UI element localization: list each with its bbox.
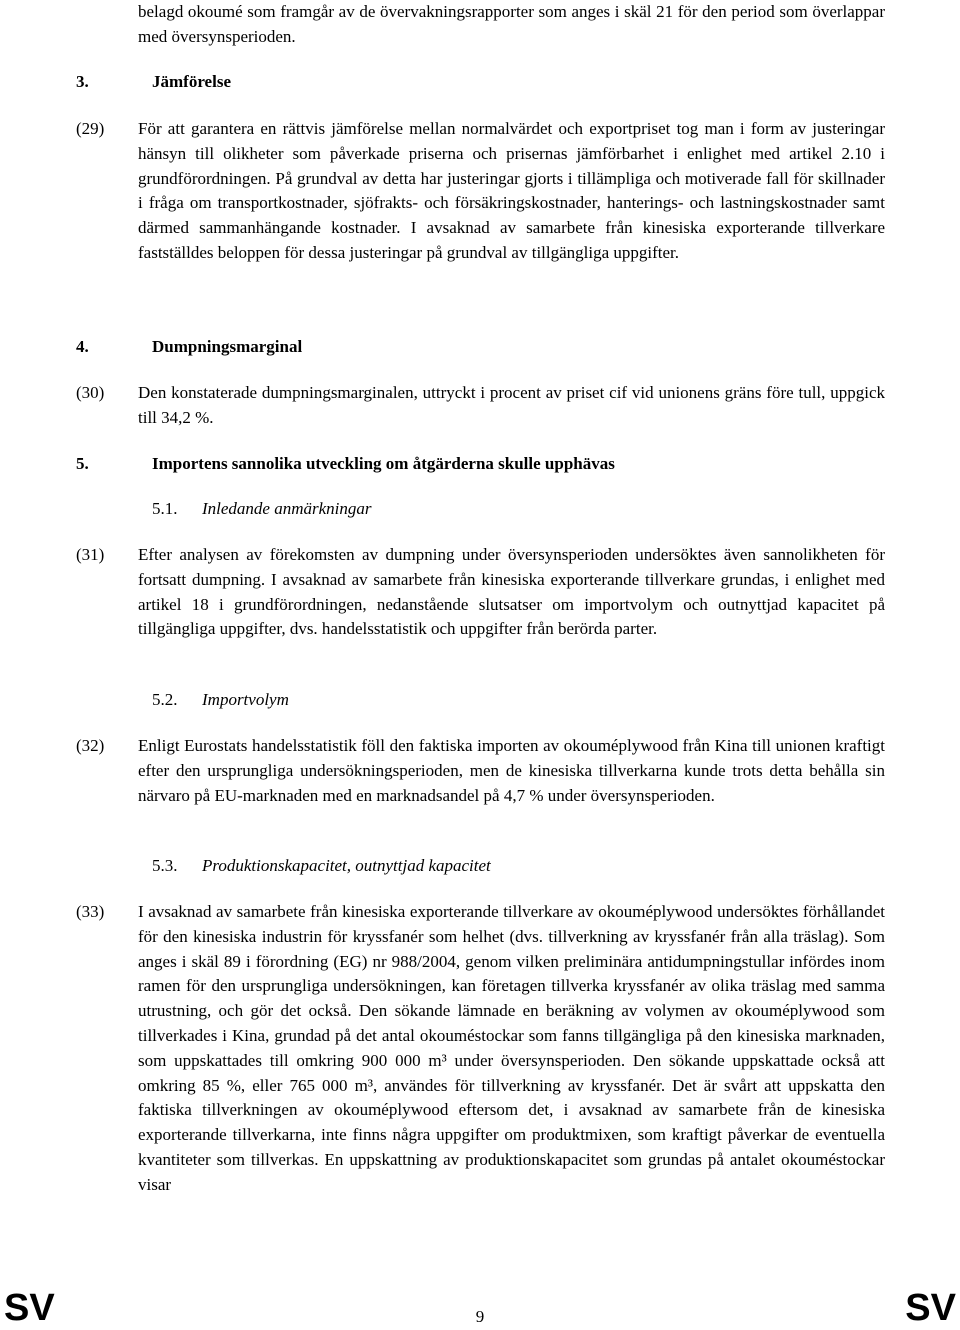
subsection-5-2-title: Importvolym — [202, 690, 289, 709]
paragraph-29-number: (29) — [76, 119, 105, 138]
paragraph-31-number: (31) — [76, 545, 105, 564]
section-5-title: Importens sannolika utveckling om åtgärderna skulle upphävas — [152, 454, 615, 473]
section-5-number: 5. — [76, 454, 89, 473]
paragraph-32-number: (32) — [76, 736, 105, 755]
section-4-number: 4. — [76, 337, 89, 356]
page-number: 9 — [475, 1307, 485, 1326]
subsection-5-3-number: 5.3. — [152, 856, 178, 875]
paragraph-31-text: Efter analysen av förekomsten av dumpning under översynsperioden undersöktes även sannolikheten för fortsatt dumpning. I avsaknad av samarbete från kinesiska exporterande tillverkare grundas, i enlighet med artikel 18 i grundförordningen, nedanstående slutsatser om importvolym och outnyttjad kapacitet på tillgängliga uppgifter, dvs. handelsstatistik och uppgifter från berörda parter. — [138, 545, 885, 639]
paragraph-33-number: (33) — [76, 902, 105, 921]
subsection-5-3-title: Produktionskapacitet, outnyttjad kapacitet — [202, 856, 491, 875]
section-3-title: Jämförelse — [152, 72, 231, 91]
section-3-number: 3. — [76, 72, 89, 91]
footer-language-left: SV — [4, 1287, 55, 1329]
paragraph-29-text: För att garantera en rättvis jämförelse mellan normalvärdet och exportpriset tog man i form av justeringar hänsyn till olikheter som påverkade priserna och prisernas jämförbarhet i enlighet med artikel 2.10 i grundförordningen. På grundval av detta har justeringar gjorts i tillämpliga och motiverade fall för skillnader i fråga om transportkostnader, sjöfrakts- och försäkringskostnader, hanterings- och lastningskostnader samt därmed sammanhängande kostnader. I avsaknad av samarbete från kinesiska exporterande tillverkare fastställdes beloppen för dessa justeringar på grundval av tillgängliga uppgifter. — [138, 119, 885, 262]
subsection-5-1-number: 5.1. — [152, 499, 178, 518]
intro-paragraph: belagd okoumé som framgår av de övervakningsrapporter som anges i skäl 21 för den period som överlappar med översynsperioden. — [138, 2, 885, 46]
subsection-5-2-number: 5.2. — [152, 690, 178, 709]
footer-language-right: SV — [905, 1287, 956, 1329]
paragraph-30-text: Den konstaterade dumpningsmarginalen, uttryckt i procent av priset cif vid unionens gräns före tull, uppgick till 34,2 %. — [138, 383, 885, 427]
paragraph-32-text: Enligt Eurostats handelsstatistik föll den faktiska importen av okouméplywood från Kina till unionen kraftigt efter den ursprungliga undersökningsperioden, men de kinesiska tillverkarna kunde trots detta behålla sin närvaro på EU-marknaden med en marknadsandel på 4,7 % under översynsperioden. — [138, 736, 885, 805]
section-4-title: Dumpningsmarginal — [152, 337, 303, 356]
paragraph-30-number: (30) — [76, 383, 105, 402]
subsection-5-1-title: Inledande anmärkningar — [202, 499, 372, 518]
paragraph-33-text: I avsaknad av samarbete från kinesiska exporterande tillverkare av okouméplywood undersöktes förhållandet för den kinesiska industrin för kryssfanér som helhet (dvs. tillverkning av kryssfanér från alla träslag). Som anges i skäl 89 i förordning (EG) nr 988/2004, genom vilken preliminära antidumpningstullar infördes inom ramen för den ursprungliga undersökningen, kan företagen tillverka kryssfanér av olika träslag med samma utrustning, och gör det också. Den sökande lämnade en beräkning av volymen av okouméplywood som tillverkades i Kina, grundad på det antal okouméstockar som fanns tillgängliga på den kinesiska marknaden, som uppskattades till omkring 900 000 m³ under översynsperioden. Den sökande uppskattade också att omkring 85 %, eller 765 000 m³, användes för tillverkning av kryssfanér. Det är svårt att uppskatta den faktiska tillverkningen av okouméplywood eftersom det, i avsaknad av samarbete från de kinesiska exporterande tillverkarna, inte finns några uppgifter om produktmixen, som kraftigt påverkar de eventuella kvantiteter som tillverkas. En uppskattning av produktionskapacitet som grundas på antalet okouméstockar visar — [138, 902, 885, 1194]
